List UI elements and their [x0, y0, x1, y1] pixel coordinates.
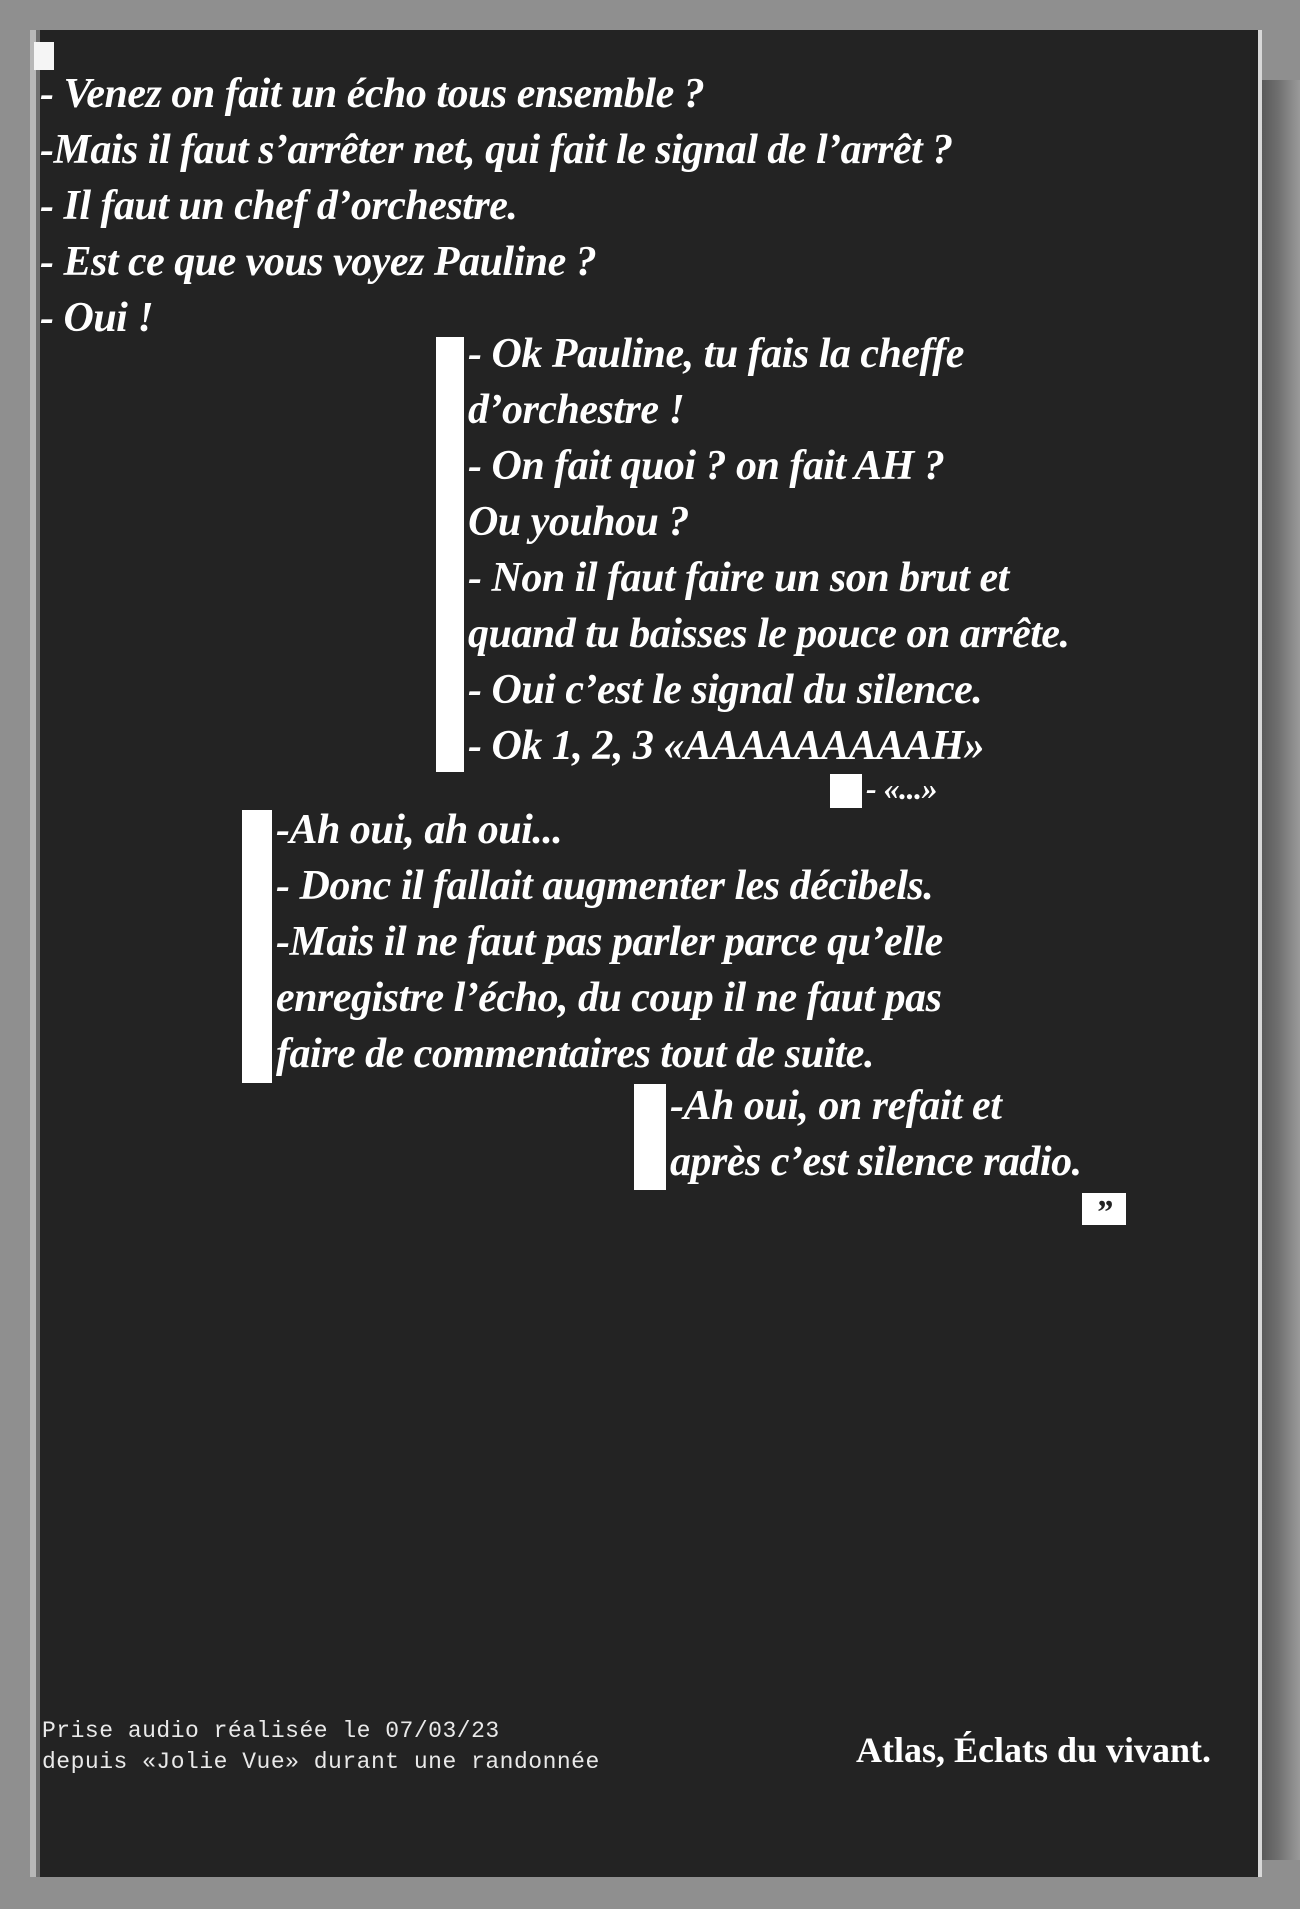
dialogue-line: quand tu baisses le pouce on arrête. — [468, 611, 1070, 657]
closing-quote-mark: ” — [1082, 1193, 1126, 1225]
dialogue-line: - Venez on fait un écho tous ensemble ? — [40, 71, 705, 117]
dialogue-line: - Oui ! — [40, 295, 154, 341]
echo-bar — [830, 774, 862, 808]
publication-title: Atlas, Éclats du vivant. — [856, 1730, 1212, 1770]
dialogue-line: - Oui c’est le signal du silence. — [468, 667, 983, 713]
dialogue-line: après c’est silence radio. — [670, 1139, 1082, 1185]
echo-line: - «...» — [866, 770, 938, 806]
dialogue-line: -Mais il ne faut pas parler parce qu’elle — [276, 919, 943, 965]
dialogue-line: - On fait quoi ? on fait AH ? — [468, 443, 945, 489]
speaker-bar — [436, 337, 464, 772]
dialogue-line: faire de commentaires tout de suite. — [276, 1031, 874, 1077]
dialogue-line: d’orchestre ! — [468, 387, 685, 433]
speaker-bar — [634, 1084, 666, 1190]
caption-line: depuis «Jolie Vue» durant une randonnée — [42, 1749, 600, 1775]
dialogue-line: Ou youhou ? — [468, 499, 689, 545]
audio-caption — [42, 1716, 600, 1778]
page-edge-shadow — [1262, 80, 1300, 1860]
dialogue-line: - Ok Pauline, tu fais la cheffe — [468, 331, 964, 377]
dialogue-line: -Ah oui, ah oui... — [276, 807, 563, 853]
dialogue-line: - Est ce que vous voyez Pauline ? — [40, 239, 597, 285]
dialogue-line: - Il faut un chef d’orchestre. — [40, 183, 518, 229]
speaker-bar — [242, 810, 272, 1083]
dialogue-line: -Mais il faut s’arrêter net, qui fait le signal de l’arrêt ? — [40, 127, 953, 173]
dialogue-line: - Non il faut faire un son brut et — [468, 555, 1009, 601]
dialogue-line: - Donc il fallait augmenter les décibels. — [276, 863, 934, 909]
caption-line: Prise audio réalisée le 07/03/23 — [42, 1718, 500, 1744]
dialogue-line: -Ah oui, on refait et — [670, 1083, 1002, 1129]
book-page — [30, 30, 1258, 1877]
page-spine-edge — [30, 30, 36, 1877]
dialogue-line: - Ok 1, 2, 3 «AAAAAAAAAH» — [468, 723, 985, 769]
dialogue-line: enregistre l’écho, du coup il ne faut pas — [276, 975, 942, 1021]
